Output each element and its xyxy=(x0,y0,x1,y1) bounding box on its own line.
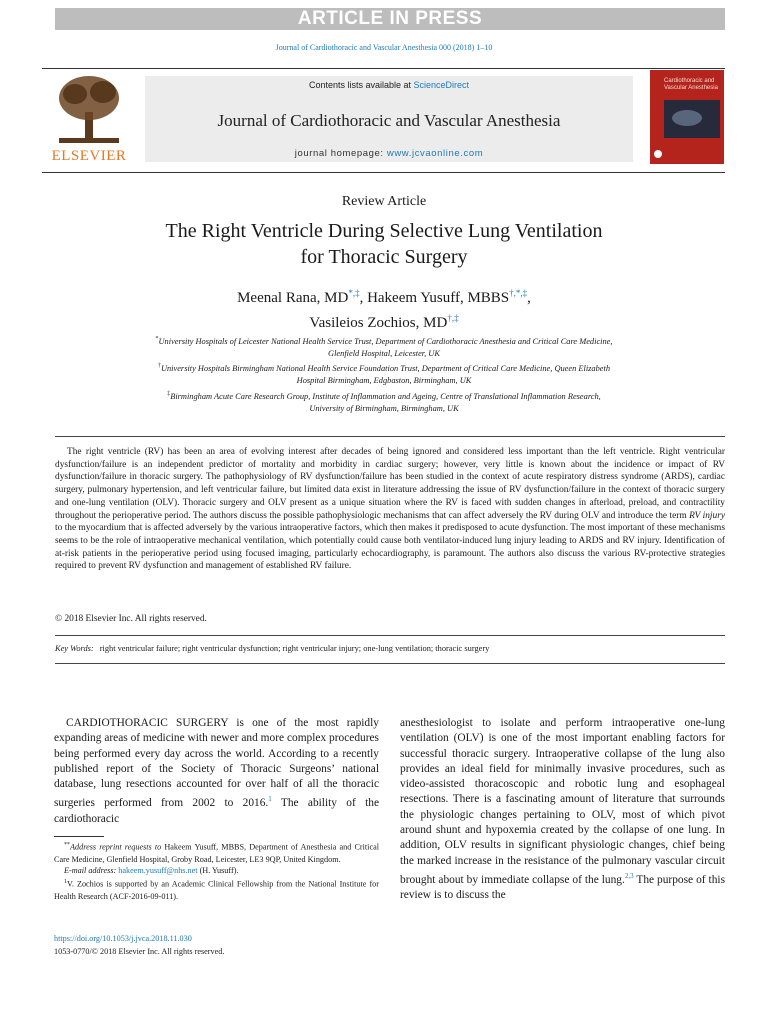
contents-prefix: Contents lists available at xyxy=(308,80,414,90)
keywords-top-rule xyxy=(55,635,725,636)
abstract-text: to the myocardium that is affected adversely by the various intraoperative factors, which then makes it predisposed to acute dysfunction. The most important of these mechanisms seems to be the role of intraoperative mechanical ventilation, which potentially could cause both ventilator-induced lung injury leading to ARDS and RV injury. Identification of at-risk patients in the perioperative period using focused imaging, particularly echocardiography, is paramount. The authors also discuss the various RV-protective strategies required to prevent RV dysfunction and management of established RV failure. xyxy=(55,523,725,572)
keywords-bottom-rule xyxy=(55,663,725,664)
abstract-top-rule xyxy=(55,436,725,437)
masthead-center xyxy=(145,76,633,162)
author-separator: , xyxy=(359,290,368,306)
author-list xyxy=(100,283,668,333)
keywords xyxy=(55,644,725,653)
footnote-mark: 1 xyxy=(64,879,67,886)
affiliation-text: University Hospitals of Leicester National Health Service Trust, Department of Cardiothoracic Anesthesia and Critical Care Medicine, Glenfield Hospital, Leicester, UK xyxy=(158,336,613,359)
body-column-left xyxy=(54,716,379,827)
footnotes xyxy=(54,840,379,902)
journal-homepage-line xyxy=(145,148,633,159)
keywords-label: Key Words: xyxy=(55,644,94,653)
abstract-paragraph xyxy=(55,446,725,573)
masthead-bottom-rule xyxy=(42,172,725,173)
author-name: Meenal Rana, MD xyxy=(237,290,349,306)
citation-link[interactable]: 2,3 xyxy=(624,871,634,880)
funding-footnote xyxy=(54,877,379,902)
cover-badge-icon xyxy=(654,150,662,158)
body-text: The purpose of this review is to discuss the xyxy=(400,873,725,902)
elsevier-wordmark: ELSEVIER xyxy=(51,148,127,164)
abstract-copyright: © 2018 Elsevier Inc. All rights reserved. xyxy=(55,614,207,624)
doi-link[interactable]: https://doi.org/10.1053/j.jvca.2018.11.030 xyxy=(54,934,192,943)
article-in-press-banner: ARTICLE IN PRESS xyxy=(55,8,725,30)
footnote-text: V. Zochios is supported by an Academic Clinical Fellowship from the National Institute for Health Research (ACF-2016-09-011). xyxy=(54,879,379,901)
homepage-prefix: journal homepage: xyxy=(294,148,387,159)
elsevier-tree-icon xyxy=(55,72,123,146)
elsevier-logo[interactable] xyxy=(45,72,133,164)
author-name: Vasileios Zochios, MD xyxy=(309,315,448,331)
footnote-label: Address reprint requests to xyxy=(70,842,162,852)
article-title xyxy=(100,218,668,270)
article-type: Review Article xyxy=(341,194,427,209)
affiliation-mark: † xyxy=(157,363,161,370)
body-paragraph xyxy=(54,716,379,827)
body-text: The ability of the cardiothoracic xyxy=(54,797,380,825)
author-name: Hakeem Yusuff, MBBS xyxy=(367,290,510,306)
journal-homepage-link[interactable]: www.jcvaonline.com xyxy=(386,148,484,159)
author-marks[interactable]: *,‡ xyxy=(348,288,360,298)
journal-cover-thumbnail[interactable] xyxy=(650,70,724,164)
email-owner: (H. Yusuff). xyxy=(197,866,239,876)
title-line-1: The Right Ventricle During Selective Lung Ventilation xyxy=(165,220,603,242)
cover-image xyxy=(664,100,720,138)
abstract xyxy=(55,446,725,573)
journal-title: Journal of Cardiothoracic and Vascular Anesthesia xyxy=(217,111,561,130)
footnote-rule xyxy=(54,836,104,837)
affiliation-mark: ‡ xyxy=(167,390,171,397)
masthead-top-rule xyxy=(42,68,725,69)
author-line-2 xyxy=(100,308,668,333)
affiliations xyxy=(150,333,618,415)
body-text: anesthesiologist to isolate and perform intraoperative one-lung ventilation (OLV) is one of the most important enabling factors for successful thoracic surgery. Intraoperative collapse of the lung also provides an ideal field for minimally invasive procedures, such as video-assisted thoracoscopic and robotic lung and esophageal resections. There is a fascinating amount of literature that surrounds the physiologic changes pertaining to OLV, most of which pivot around shunt and hypoxemia created by the collapse of one lung. In addition, OLV results in significant physiologic changes, chief being the marked increase in the resistance of the pulmonary vascular circuit brought about by immediate collapse of the lung. xyxy=(400,717,725,886)
body-column-right xyxy=(400,716,725,903)
title-line-2: for Thoracic Surgery xyxy=(300,246,468,268)
citation-link[interactable]: 1 xyxy=(268,795,272,804)
cover-title: Cardiothoracic and Vascular Anesthesia xyxy=(664,78,718,91)
author-separator: , xyxy=(527,290,531,306)
running-header[interactable]: Journal of Cardiothoracic and Vascular Anesthesia 000 (2018) 1–10 xyxy=(275,43,493,52)
email-link[interactable]: hakeem.yusuff@nhs.net xyxy=(118,866,198,876)
affiliation-text: University Hospitals Birmingham National Health Service Foundation Trust, Department of Critical Care Medicine, Queen Elizabeth Hospital Birmingham, Edgbaston, Birmingham, UK xyxy=(160,364,611,386)
body-paragraph xyxy=(400,716,725,903)
email-footnote xyxy=(54,865,379,877)
author-marks[interactable]: †,*,‡ xyxy=(509,288,528,298)
affiliation xyxy=(150,333,618,360)
footnote-mark: ** xyxy=(64,842,70,848)
affiliation-text: Birmingham Acute Care Research Group, Institute of Inflammation and Ageing, Centre of Translational Inflammation Research, University of Birmingham, Birmingham, UK xyxy=(170,391,601,413)
keywords-text: right ventricular failure; right ventricular dysfunction; right ventricular injury; one-lung ventilation; thoracic surgery xyxy=(99,644,490,653)
affiliation-mark: * xyxy=(155,336,159,342)
correspondence-footnote xyxy=(54,840,379,865)
footnote-text: Hakeem Yusuff, MBBS, Department of Anesthesia and Critical Care Medicine, Glenfield Hospital, Groby Road, Leicester, LE3 9QP, United Kingdom. xyxy=(54,842,379,864)
body-text: CARDIOTHORACIC SURGERY is one of the most rapidly expanding areas of medicine with newer and more complex procedures being performed every day across the world. According to a recently published report of the Society of Thoracic Surgeons’ national database, lung resections accounted for over half of all the thoracic surgeries performed from 2002 to 2016. xyxy=(54,717,379,810)
affiliation xyxy=(150,360,618,387)
abstract-text: The right ventricle (RV) has been an area of evolving interest after decades of being ignored and considered less important than the left ventricle. Right ventricular dysfunction/failure is an independent predictor of mortality and morbidity in cardiac surgery; however, very little is known about the incidence or impact of RV dysfunction/failure in thoracic surgery. The pathophysiology of RV dysfunction/failure has been studied in the context of acute respiratory distress syndrome (ARDS), cardiac surgery, pulmonary hypertension, and left ventricular failure, but limited data exist in literature addressing the issue of RV dysfunction/failure in the context of thoracic surgery and one-lung ventilation (OLV). Thoracic surgery and OLV present as a unique situation where the RV is faced with sudden changes in afterload, preload, and contractility throughout the perioperative period. The authors discuss the possible pathophysiologic mechanisms that can affect adversely the RV during OLV and introduce the term xyxy=(55,447,725,521)
issn-copyright: 1053-0770/© 2018 Elsevier Inc. All rights reserved. xyxy=(54,947,225,956)
abstract-italic-term: RV injury xyxy=(689,510,726,521)
affiliation xyxy=(150,388,618,415)
contents-available-line xyxy=(145,80,633,90)
author-marks[interactable]: †,‡ xyxy=(447,313,459,323)
sciencedirect-link[interactable]: ScienceDirect xyxy=(413,80,470,90)
author-line-1 xyxy=(100,283,668,308)
email-label: E-mail address: xyxy=(64,866,117,876)
